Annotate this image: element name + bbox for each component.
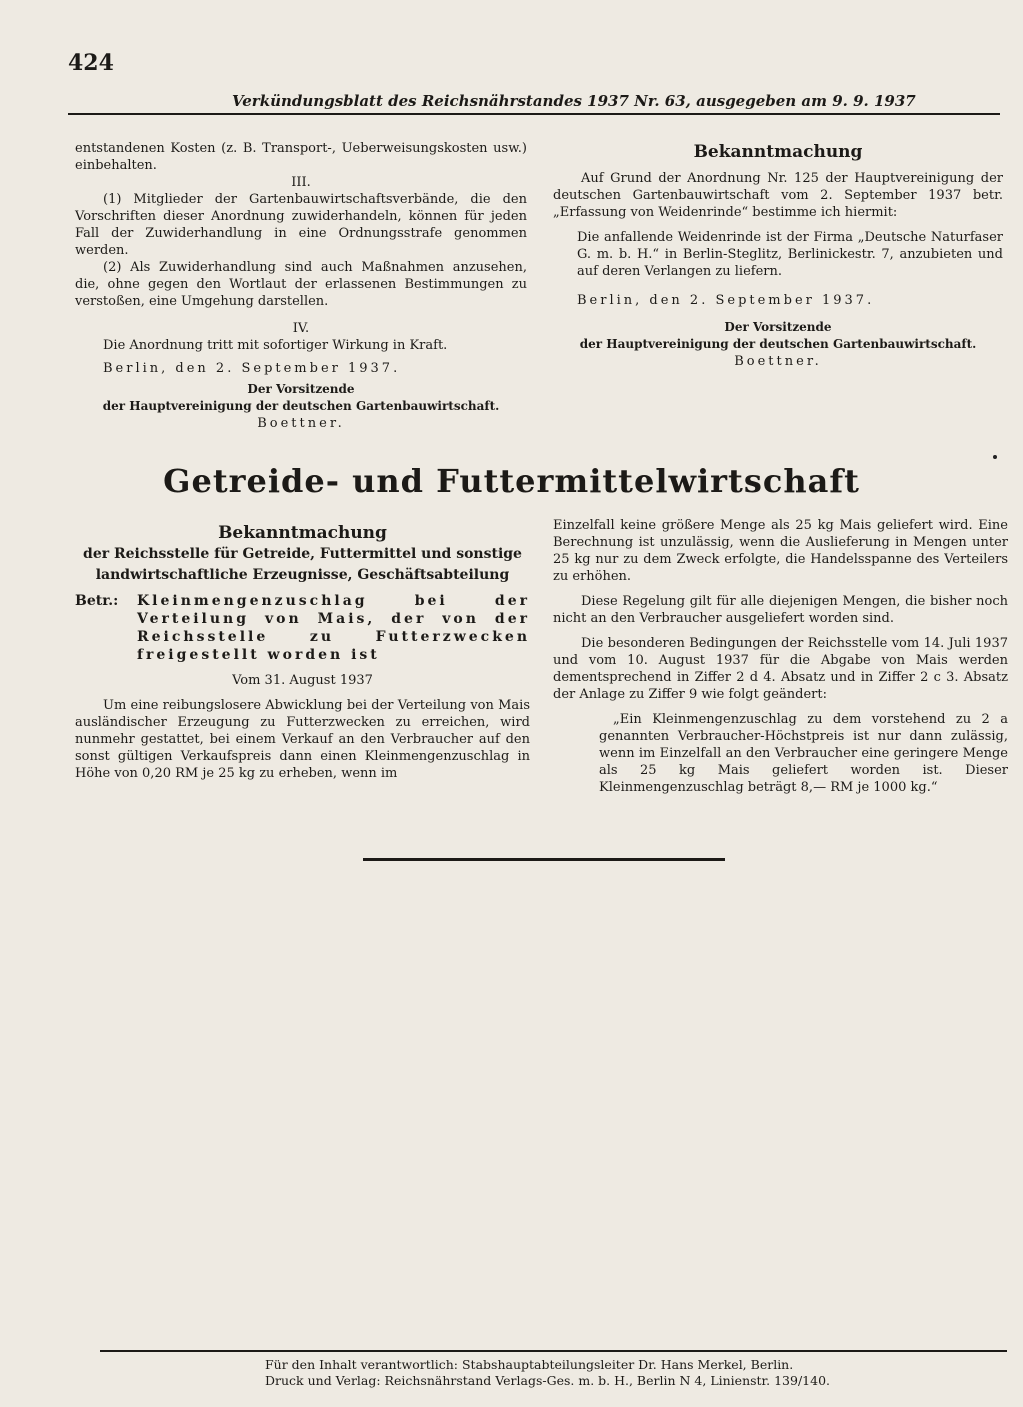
header-rule <box>68 113 1000 115</box>
betr-label: Betr.: <box>75 593 119 609</box>
page-number: 424 <box>68 50 114 76</box>
ink-dot <box>993 455 997 459</box>
notice-subtitle: landwirtschaftliche Erzeugnisse, Geschäftsabteilung <box>95 567 510 583</box>
notice-title: Bekanntmachung <box>218 523 387 543</box>
paragraph: (2) Als Zuwiderhandlung sind auch Maßnahmen anzusehen, die, ohne gegen den Wortlaut der erlassenen Bestimmungen zu verstoßen, eine Umgehung darstellen. <box>75 260 527 309</box>
paragraph: Auf Grund der Anordnung Nr. 125 der Hauptvereinigung der deutschen Gartenbauwirtschaft vom 2. September 1937 betr. „Erfassung von Weidenrinde“ bestimme ich hiermit: <box>553 171 1003 220</box>
signature-org: der Hauptvereinigung der deutschen Gartenbauwirtschaft. <box>102 399 500 413</box>
section-number: III. <box>291 175 311 190</box>
footer-line: Druck und Verlag: Reichsnährstand Verlags-Ges. m. b. H., Berlin N 4, Linienstr. 139/140. <box>265 1373 831 1388</box>
right-bottom-column <box>553 517 1008 796</box>
notice-title: Bekanntmachung <box>693 142 863 162</box>
section-title: Getreide- und Futtermittelwirtschaft <box>163 462 860 500</box>
paragraph: Um eine reibungslosere Abwicklung bei der Verteilung von Mais ausländischer Erzeugung zu Futterzwecken zu erreichen, wird nunmehr gestattet, bei einem Verkauf an den Verbraucher auf den sonst gültigen Verkaufspreis dann einen Kleinmengenzuschlag in Höhe von 0,20 RM je 25 kg zu erheben, wenn im <box>75 698 530 781</box>
date-line: Berlin, den 2. September 1937. <box>577 293 875 308</box>
page-header: Verkündungsblatt des Reichsnährstandes 1937 Nr. 63, ausgegeben am 9. 9. 1937 <box>232 92 916 110</box>
paragraph: Die anfallende Weidenrinde ist der Firma „Deutsche Naturfaser G. m. b. H.“ in Berlin-Steglitz, Berlinickestr. 7, anzubieten und auf deren Verlangen zu liefern. <box>577 230 1003 279</box>
signature-title: Der Vorsitzende <box>724 320 832 334</box>
paragraph: Die Anordnung tritt mit sofortiger Wirkung in Kraft. <box>103 338 448 353</box>
footer <box>265 1357 830 1389</box>
betr-text: Kleinmengenzuschlag bei der Verteilung von Mais, der von der Reichsstelle zu Futterzwecken freigestellt worden ist <box>137 593 530 663</box>
footer-line: Für den Inhalt verantwortlich: Stabshauptabteilungsleiter Dr. Hans Merkel, Berlin. <box>265 1357 794 1372</box>
date-line: Berlin, den 2. September 1937. <box>103 361 401 376</box>
right-top-column <box>553 140 1003 370</box>
footer-rule <box>100 1350 1007 1352</box>
notice-subtitle: der Reichsstelle für Getreide, Futtermittel und sonstige <box>83 546 522 562</box>
paragraph: Die besonderen Bedingungen der Reichsstelle vom 14. Juli 1937 und vom 10. August 1937 für die Abgabe von Mais werden dementsprechend in Ziffer 2 d 4. Absatz und in Ziffer 2 c 3. Absatz der Anlage zu Ziffer 9 wie folgt geändert: <box>553 636 1008 702</box>
paragraph: Einzelfall keine größere Menge als 25 kg Mais geliefert wird. Eine Berechnung ist unzulässig, wenn die Auslieferung in Mengen unter 25 kg nur zu dem Zweck erfolgte, die Handelsspanne des Verteilers zu erhöhen. <box>553 518 1008 584</box>
paragraph: (1) Mitglieder der Gartenbauwirtschaftsverbände, die den Vorschriften dieser Anordnung zuwiderhandeln, können für jeden Fall der Zuwiderhandlung in eine Ordnungsstrafe genommen werden. <box>75 192 527 258</box>
section-number: IV. <box>292 321 310 336</box>
signature-name: Boettner. <box>734 354 822 369</box>
left-bottom-column <box>75 522 530 782</box>
paragraph: entstandenen Kosten (z. B. Transport-, Ueberweisungskosten usw.) einbehalten. <box>75 141 527 173</box>
quoted-paragraph: „Ein Kleinmengenzuschlag zu dem vorstehend zu 2 a genannten Verbraucher-Höchstpreis ist nur dann zulässig, wenn im Einzelfall an den Verbraucher eine geringere Menge als 25 kg Mais geliefert worden ist. Dieser Kleinmengenzuschlag beträgt 8,— RM je 1000 kg.“ <box>599 712 1008 795</box>
left-top-column <box>75 140 527 432</box>
signature-title: Der Vorsitzende <box>247 382 355 396</box>
section-end-rule <box>363 858 725 861</box>
date-line: Vom 31. August 1937 <box>232 673 373 688</box>
signature-org: der Hauptvereinigung der deutschen Gartenbauwirtschaft. <box>579 337 977 351</box>
signature-name: Boettner. <box>257 416 345 431</box>
paragraph: Diese Regelung gilt für alle diejenigen Mengen, die bisher noch nicht an den Verbraucher ausgeliefert worden sind. <box>553 594 1008 626</box>
